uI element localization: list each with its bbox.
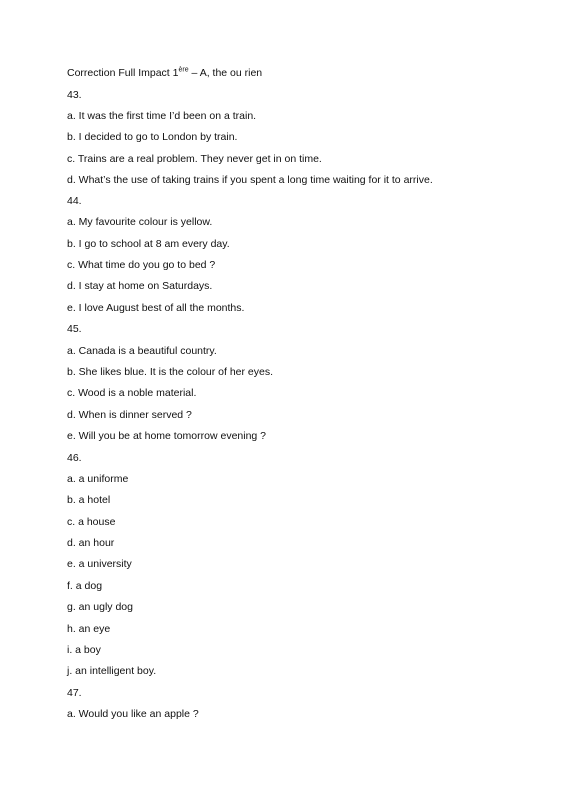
answer-line: a. My favourite colour is yellow. [67, 216, 213, 228]
answer-line: b. a hotel [67, 494, 111, 506]
exercise-number-43: 43. [67, 89, 82, 101]
title-prefix: Correction Full Impact 1 [67, 67, 179, 79]
answer-line: b. I go to school at 8 am every day. [67, 238, 230, 250]
answer-line: h. an eye [67, 623, 111, 635]
answer-line: a. Canada is a beautiful country. [67, 345, 217, 357]
answer-line: c. Wood is a noble material. [67, 387, 197, 399]
answer-line: g. an ugly dog [67, 601, 133, 613]
answer-line: f. a dog [67, 580, 103, 592]
answer-line: e. Will you be at home tomorrow evening ? [67, 430, 267, 442]
answer-line: b. She likes blue. It is the colour of her eyes. [67, 366, 274, 378]
answer-line: e. I love August best of all the months. [67, 302, 245, 314]
answer-line: j. an intelligent boy. [67, 665, 157, 677]
answer-line: c. Trains are a real problem. They never get in on time. [67, 153, 322, 165]
answer-line: b. I decided to go to London by train. [67, 131, 238, 143]
title-superscript: ère [178, 66, 189, 74]
exercise-number-45: 45. [67, 323, 82, 335]
answer-line: c. What time do you go to bed ? [67, 259, 216, 271]
answer-line: d. When is dinner served ? [67, 409, 192, 421]
title-suffix: – A, the ou rien [188, 67, 263, 79]
answer-line: a. a uniforme [67, 473, 129, 485]
answer-line: d. I stay at home on Saturdays. [67, 280, 213, 292]
answer-line: c. a house [67, 516, 116, 528]
answer-line: a. It was the first time I’d been on a train. [67, 110, 257, 122]
answer-line: d. What’s the use of taking trains if you spent a long time waiting for it to arrive. [67, 174, 433, 186]
answer-line: d. an hour [67, 537, 115, 549]
exercise-number-44: 44. [67, 195, 82, 207]
answer-line: e. a university [67, 558, 132, 570]
answer-line: i. a boy [67, 644, 101, 656]
document-title [67, 67, 262, 80]
answer-line: a. Would you like an apple ? [67, 708, 199, 720]
exercise-number-46: 46. [67, 452, 82, 464]
exercise-number-47: 47. [67, 687, 82, 699]
